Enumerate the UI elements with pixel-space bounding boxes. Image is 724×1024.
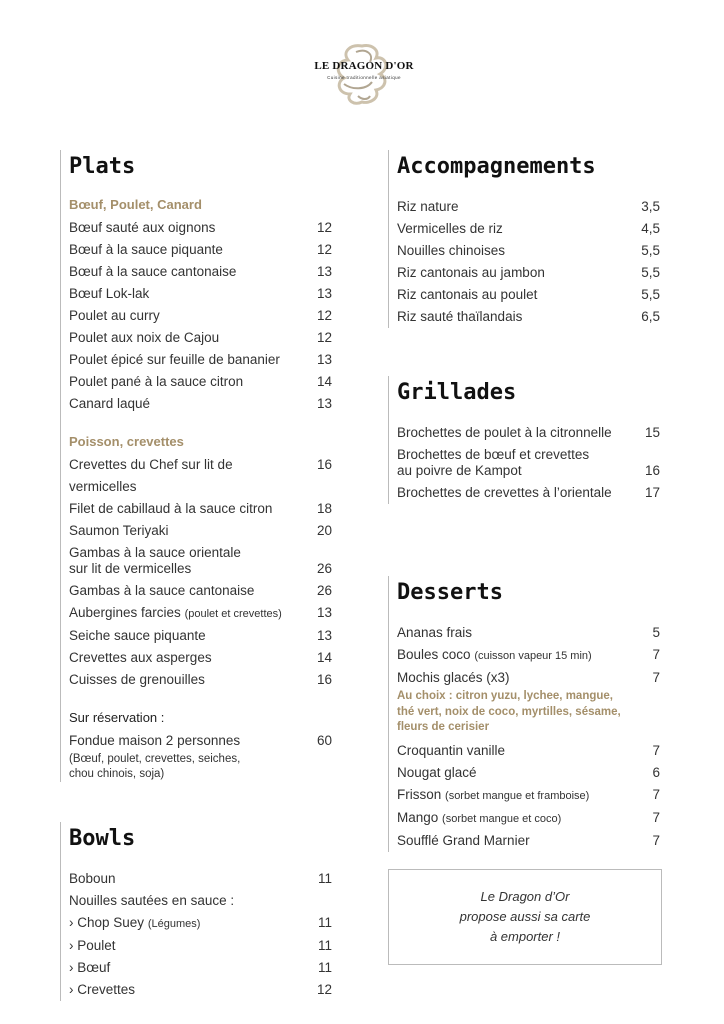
menu-item-name: › Chop Suey — [69, 915, 145, 930]
category-beef-chicken-duck: Bœuf, Poulet, Canard — [69, 197, 202, 212]
menu-item — [397, 444, 660, 482]
menu-item — [397, 740, 660, 762]
menu-item-price: 16 — [316, 672, 332, 687]
menu-item — [397, 218, 660, 240]
menu-item-note: (poulet et crevettes) — [184, 608, 282, 620]
menu-item-name: Brochettes de crevettes à l’orientale — [397, 485, 612, 500]
menu-item — [69, 868, 332, 890]
menu-item — [397, 262, 660, 284]
menu-item-note: (sorbet mangue et framboise) — [445, 789, 590, 802]
menu-item-price: 5,5 — [641, 265, 660, 280]
menu-item-name: › Bœuf — [69, 960, 111, 975]
menu-item — [397, 784, 660, 807]
menu-item-name: Soufflé Grand Marnier — [397, 832, 530, 848]
menu-item-name: Bœuf sauté aux oignons — [69, 220, 216, 235]
grillades-section — [388, 376, 660, 504]
menu-item-name: Gambas à la sauce orientale — [69, 545, 241, 560]
menu-item — [69, 669, 332, 691]
menu-item-price: 13 — [316, 628, 332, 643]
menu-item-price: 7 — [652, 742, 660, 758]
menu-item — [397, 284, 660, 306]
menu-item-price: 11 — [317, 871, 332, 886]
menu-item-price: 12 — [316, 982, 332, 997]
menu-item — [69, 580, 332, 602]
menu-item-price: 16 — [644, 463, 660, 478]
menu-item-price: 5 — [652, 625, 660, 640]
menu-item-price: 13 — [316, 286, 332, 301]
accompagnements-list — [397, 196, 660, 328]
menu-item-price: 13 — [316, 352, 332, 367]
menu-item-name: › Poulet — [69, 938, 116, 953]
menu-item-name: Bœuf Lok-lak — [69, 286, 150, 301]
menu-item — [69, 393, 332, 415]
logo-subtitle: Cuisine traditionnelle asiatique — [327, 75, 401, 80]
menu-item-name: Nouilles chinoises — [397, 243, 506, 258]
menu-item — [397, 622, 660, 644]
menu-item-name: Filet de cabillaud à la sauce citron — [69, 501, 273, 516]
restaurant-logo — [300, 38, 424, 108]
menu-item — [69, 371, 332, 393]
menu-item-price: 14 — [316, 374, 332, 389]
menu-item-name: Saumon Teriyaki — [69, 523, 169, 538]
menu-item — [69, 647, 332, 669]
menu-item-name: Poulet pané à la sauce citron — [69, 374, 244, 389]
menu-item-name: Mango — [397, 809, 439, 825]
menu-item-name: Riz cantonais au poulet — [397, 287, 538, 302]
accompagnements-title: Accompagnements — [397, 154, 596, 179]
menu-item — [69, 979, 332, 1001]
menu-item — [69, 349, 332, 371]
takeaway-notice — [388, 869, 662, 965]
menu-item-name: Poulet aux noix de Cajou — [69, 330, 220, 345]
menu-item-name: Seiche sauce piquante — [69, 628, 206, 643]
menu-item — [397, 482, 660, 504]
menu-item-name: Mochis glacés (x3) — [397, 670, 510, 685]
menu-item — [69, 730, 332, 752]
menu-item-name: Boules coco — [397, 647, 471, 662]
menu-item-name: Riz sauté thaïlandais — [397, 309, 523, 324]
menu-item — [69, 283, 332, 305]
menu-item-price: 60 — [316, 733, 332, 748]
menu-item-name: Canard laqué — [69, 396, 151, 411]
menu-item-price: 13 — [316, 605, 332, 620]
menu-item — [69, 520, 332, 542]
menu-item — [397, 807, 660, 830]
menu-item-price: 7 — [652, 647, 660, 662]
mochis-flavors: thé vert, noix de coco, myrtilles, sésame, — [397, 705, 621, 718]
menu-item-name: Nouilles sautées en sauce : — [69, 893, 235, 908]
menu-item-price: 11 — [317, 938, 332, 953]
plats-group1-list — [69, 217, 332, 415]
menu-item — [397, 422, 660, 444]
menu-item-name: Cuisses de grenouilles — [69, 672, 205, 687]
menu-item-name: Boboun — [69, 871, 116, 886]
menu-item-name: Fondue maison 2 personnes — [69, 733, 241, 748]
takeaway-line: à emporter ! — [489, 929, 561, 944]
menu-item-price: 6,5 — [641, 309, 660, 324]
menu-item — [69, 217, 332, 239]
menu-item — [397, 830, 660, 852]
left-column — [60, 150, 332, 1001]
menu-item-price: 11 — [317, 960, 332, 975]
menu-item-price: 11 — [317, 915, 332, 930]
menu-item-name: Frisson — [397, 786, 442, 802]
menu-item-name: Croquantin vanille — [397, 742, 506, 758]
plats-title: Plats — [69, 154, 136, 179]
menu-item — [397, 196, 660, 218]
menu-item — [69, 602, 332, 625]
menu-item-name: Brochettes de poulet à la citronnelle — [397, 425, 612, 440]
menu-item-price: 12 — [316, 330, 332, 345]
right-column — [388, 150, 660, 852]
menu-item-name: Gambas à la sauce cantonaise — [69, 583, 255, 598]
menu-item-name: Brochettes de bœuf et crevettes — [397, 447, 590, 462]
menu-item-description: chou chinois, soja) — [69, 768, 165, 780]
plats-group2-list — [69, 454, 332, 542]
menu-item — [69, 454, 332, 498]
menu-item-price: 6 — [652, 764, 660, 780]
menu-item-price: 18 — [316, 501, 332, 516]
menu-item — [397, 306, 660, 328]
menu-item-price: 7 — [652, 670, 660, 685]
bowls-list — [69, 935, 332, 1001]
menu-item-price: 17 — [644, 485, 660, 500]
menu-item — [69, 912, 332, 935]
menu-item-name: Ananas frais — [397, 625, 473, 640]
desserts-section — [388, 576, 660, 852]
menu-item-name: Aubergines farcies — [69, 605, 181, 620]
menu-item — [397, 667, 660, 689]
mochis-flavors: Au choix : citron yuzu, lychee, mangue, — [397, 690, 613, 702]
menu-item-name: Riz nature — [397, 199, 459, 214]
menu-item-price: 14 — [316, 650, 332, 665]
category-fish-shrimp: Poisson, crevettes — [69, 434, 184, 449]
menu-item-description: (Bœuf, poulet, crevettes, seiches, — [69, 753, 241, 765]
menu-item — [69, 957, 332, 979]
menu-item — [69, 261, 332, 283]
menu-item-name: Riz cantonais au jambon — [397, 265, 545, 280]
menu-item-name: Poulet épicé sur feuille de bananier — [69, 352, 280, 367]
menu-item-name: Poulet au curry — [69, 308, 160, 323]
menu-item — [397, 240, 660, 262]
accompagnements-section — [388, 150, 660, 328]
menu-item-price: 12 — [316, 220, 332, 235]
menu-item-note: (sorbet mangue et coco) — [442, 812, 562, 825]
dragon-icon — [300, 38, 424, 108]
menu-item — [397, 762, 660, 784]
menu-item-price: 20 — [316, 523, 332, 538]
menu-item-price: 13 — [316, 264, 332, 279]
menu-item — [69, 935, 332, 957]
menu-item — [69, 890, 332, 912]
menu-item — [69, 625, 332, 647]
takeaway-line: Le Dragon d’Or — [480, 889, 570, 904]
mochis-flavors: fleurs de cerisier — [397, 721, 490, 733]
menu-item-price: 26 — [316, 583, 332, 598]
menu-item — [69, 239, 332, 261]
logo-name: LE DRAGON D'OR — [314, 60, 414, 72]
menu-item-name: › Crevettes — [69, 982, 136, 997]
menu-item-name: Crevettes du Chef sur lit de vermicelles — [69, 457, 233, 494]
menu-item-price: 5,5 — [641, 243, 660, 258]
menu-item-price: 13 — [316, 396, 332, 411]
menu-item-price: 7 — [652, 809, 660, 825]
menu-item-price: 7 — [652, 832, 660, 848]
menu-item-price: 4,5 — [641, 221, 660, 236]
menu-item — [69, 327, 332, 349]
desserts-title: Desserts — [397, 580, 503, 605]
menu-item-name: Bœuf à la sauce cantonaise — [69, 264, 237, 279]
menu-item-name: sur lit de vermicelles — [69, 561, 192, 576]
menu-item-name: Nougat glacé — [397, 764, 477, 780]
plats-group2-end-list — [69, 625, 332, 691]
menu-item-name: au poivre de Kampot — [397, 463, 522, 478]
bowls-section — [60, 822, 332, 1001]
menu-item-note: (cuisson vapeur 15 min) — [474, 650, 592, 662]
menu-item-price: 26 — [316, 561, 332, 576]
menu-item — [69, 498, 332, 520]
menu-item-price: 12 — [316, 308, 332, 323]
menu-item-price: 3,5 — [641, 199, 660, 214]
menu-item-name: Crevettes aux asperges — [69, 650, 212, 665]
menu-item-name: Bœuf à la sauce piquante — [69, 242, 223, 257]
plats-section — [60, 150, 332, 782]
menu-item-price: 16 — [316, 457, 332, 472]
menu-item-name: Vermicelles de riz — [397, 221, 503, 236]
menu-item-price: 12 — [316, 242, 332, 257]
menu-item — [397, 644, 660, 667]
menu-item — [69, 305, 332, 327]
menu-item-note: (Légumes) — [147, 918, 201, 930]
bowls-title: Bowls — [69, 826, 136, 851]
menu-item-price: 5,5 — [641, 287, 660, 302]
menu-item — [69, 542, 332, 580]
takeaway-line: propose aussi sa carte — [459, 909, 591, 924]
grillades-title: Grillades — [397, 380, 517, 405]
menu-item-price: 7 — [652, 786, 660, 802]
menu-item-price: 15 — [644, 425, 660, 440]
reservation-label: Sur réservation : — [69, 710, 165, 725]
